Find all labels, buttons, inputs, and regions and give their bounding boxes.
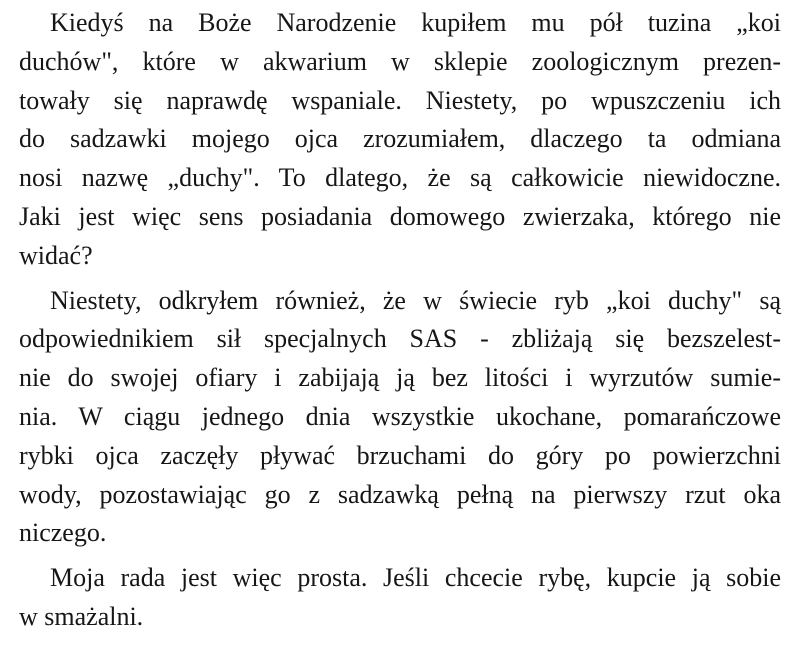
text-line: niczego. — [19, 518, 107, 548]
text-line: nia. W ciągu jednego dnia wszystkie ukochane, pomarańczowe — [19, 401, 781, 431]
paragraph-2 — [19, 282, 781, 554]
text-line: nosi nazwę „duchy". To dlatego, że są całkowicie niewidoczne. — [19, 163, 781, 193]
paragraph-1 — [19, 4, 781, 276]
text-line: widać? — [19, 240, 93, 270]
text-line: duchów", które w akwarium w sklepie zoologicznym prezen- — [19, 46, 781, 76]
text-line: Kiedyś na Boże Narodzenie kupiłem mu pół tuzina „koi — [50, 8, 781, 37]
text-line: Niestety, odkryłem również, że w świecie ryb „koi duchy" są — [50, 285, 781, 315]
text-line: Moja rada jest więc prosta. Jeśli chcecie rybę, kupcie ją sobie — [50, 563, 781, 593]
text-line: w smażalni. — [19, 601, 144, 631]
text-line: nie do swojej ofiary i zabijają ją bez litości i wyrzutów sumie- — [19, 363, 781, 393]
text-line: wody, pozostawiając go z sadzawką pełną na pierwszy rzut oka — [19, 479, 781, 509]
text-line: rybki ojca zaczęły pływać brzuchami do góry po powierzchni — [19, 440, 781, 470]
paragraph-3 — [19, 559, 781, 637]
text-line: Jaki jest więc sens posiadania domowego zwierzaka, którego nie — [19, 201, 781, 231]
text-line: do sadzawki mojego ojca zrozumiałem, dlaczego ta odmiana — [19, 124, 781, 154]
text-line: towały się naprawdę wspaniale. Niestety, po wpuszczeniu ich — [19, 85, 781, 115]
text-line: odpowiednikiem sił specjalnych SAS - zbliżają się bezszelest- — [19, 324, 781, 354]
